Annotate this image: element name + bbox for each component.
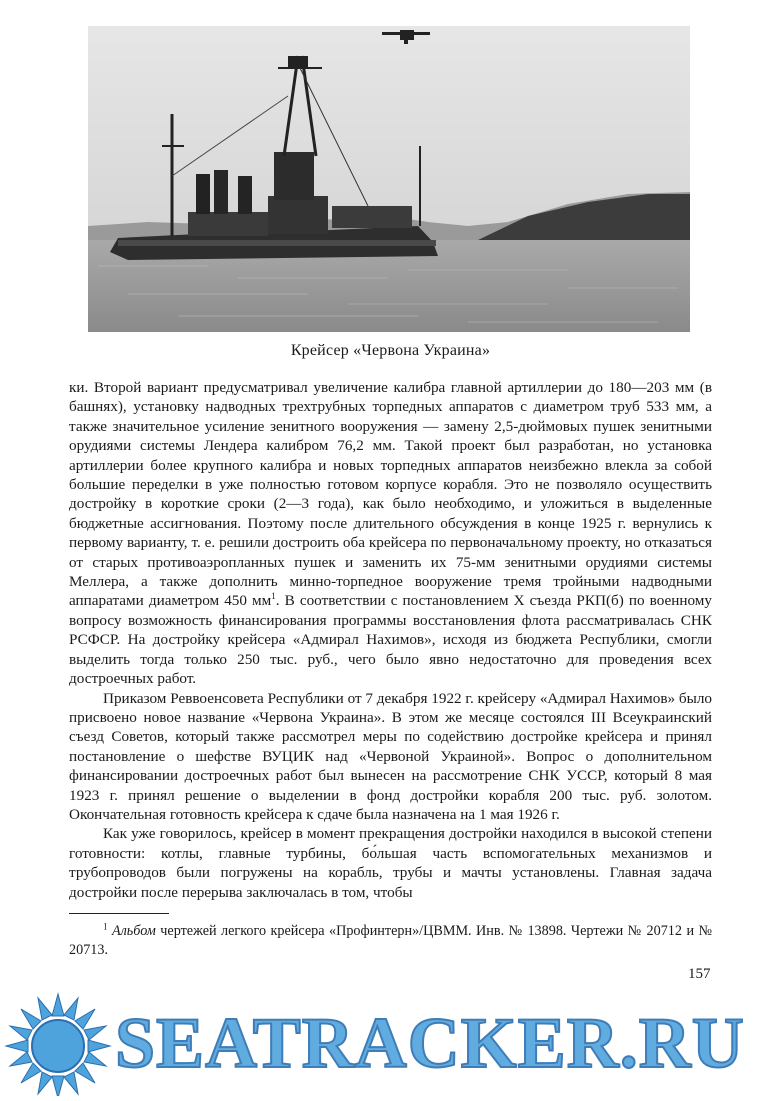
paragraph-1 — [69, 378, 712, 689]
ship-photo — [88, 26, 690, 332]
page-number: 157 — [688, 966, 711, 982]
paragraph-1-tail: . В соответствии с постановлением X съезда РКП(б) по военному вопросу возможность финансирования программы восстановления флота рассматривалась СНК РСФСР. На достройку крейсера «Адмирал Нахимов», исходя из бюджета Республики, смогли выделить тогда только 250 тыс. руб., чего было явно недостаточно для проведения всех достроечных работ. — [69, 592, 712, 688]
footnote-ref[interactable]: 1 — [271, 591, 276, 602]
paragraph-2: Приказом Реввоенсовета Республики от 7 декабря 1922 г. крейсеру «Адмирал Нахимов» было присвоено новое название «Червона Украина». В этом же месяце состоялся III Всеукраинский съезд Советов, который также рассмотрел меры по содействию достройке крейсера и принял постановление о шефстве ВУЦИК над «Червоной Украиной». Вопрос о дополнительном финансировании достроечных работ был вынесен на рассмотрение СНК УССР, который 8 мая 1923 г. принял решение о выделении в фонд достройки корабля 200 тыс. руб. золотом. Окончательная готовность крейсера к сдаче была назначена на 1 мая 1926 г. — [69, 689, 713, 823]
body-text — [69, 378, 712, 902]
paragraph-1-text: ки. Второй вариант предусматривал увеличение калибра главной артиллерии до 180—203 мм (в башнях), установку надводных трехтрубных торпедных аппаратов с диаметром труб 533 мм, а также значительное усиление зенитного вооружения — замену 2,5-дюймовых пушек зенитными орудиями системы Лендера калибром 76,2 мм. Такой проект был разработан, но установка артиллерии более крупного калибра и новых торпедных аппаратов неизбежно влекла за собой большие переделки в уже полностью готовом корпусе корабля. Это не позволяло осуществить достройку в короткие сроки (2—3 года), как было необходимо, и уложиться в выделенные бюджетные ассигнования. Поэтому после длительного обсуждения в конце 1925 г. вернулись к первому варианту, т. е. решили достроить оба крейсера по первоначальному проекту, но отказаться от старых противоаэропланных пушек и заменить их 75-мм зенитными орудиями системы Меллера, а также дополнить минно-торпедное вооружение тремя тройными надводными аппаратами диаметром 450 мм — [69, 379, 712, 610]
figure-caption: Крейсер «Червона Украина» — [290, 342, 491, 359]
footnote-text: чертежей легкого крейсера «Профинтерн»/ЦВММ. Инв. № 13898. Чертежи № 20712 и № 20713. — [69, 923, 713, 958]
footnote — [69, 922, 712, 960]
footnote-divider — [69, 913, 169, 914]
footnote-italic: Альбом — [111, 923, 156, 939]
footnote-marker: 1 — [103, 921, 108, 932]
paragraph-3: Как уже говорилось, крейсер в момент прекращения достройки находился в высокой степени готовности: котлы, главные турбины, бо́льшая часть вспомогательных механизмов и трубопроводов были погружены на корабль, трубы и мачты установлены. Главная задача достройки после перерыва заключалась в том, чтобы — [69, 825, 712, 901]
watermark-text: SEATRACKER.RU — [115, 1003, 745, 1083]
